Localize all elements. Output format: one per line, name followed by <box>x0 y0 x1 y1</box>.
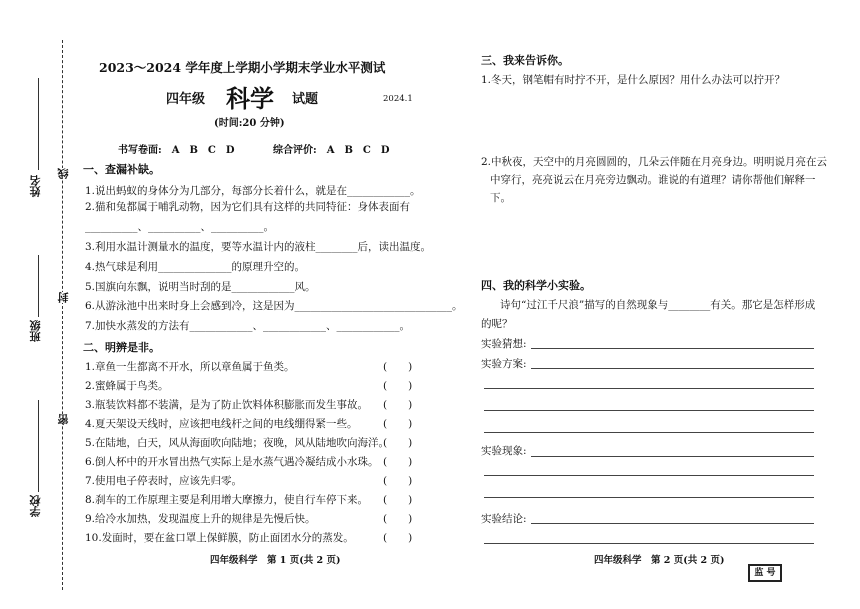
binding-dashed-line <box>62 40 63 590</box>
answer-paren-6[interactable]: ( ) <box>383 456 413 468</box>
experiment-phenomenon-label: 实验现象: <box>481 445 527 457</box>
phenomenon-answer-line-2[interactable] <box>484 475 814 476</box>
school-field-line <box>38 400 39 492</box>
handwriting-score: 书写卷面: A B C D <box>118 145 235 156</box>
fill-question-7: 7.加快水蒸发的方法有____________、____________、____________。 <box>85 320 411 332</box>
conclusion-answer-line-1[interactable] <box>531 523 814 524</box>
binding-secret-char: 密 <box>57 414 70 425</box>
phenomenon-answer-line-1[interactable] <box>531 456 814 457</box>
fill-question-5: 5.国旗向东飘，说明当时刮的是____________风。 <box>85 281 316 293</box>
page2-footer: 四年级科学 第 2 页(共 2 页) <box>594 555 725 566</box>
experiment-guess-label: 实验猜想: <box>481 338 527 350</box>
section-fill-heading: 一、查漏补缺。 <box>83 163 160 176</box>
judge-question-5: 5.在陆地，白天，风从海面吹向陆地；夜晚，风从陆地吹向海洋。 <box>85 437 390 449</box>
answer-paren-5[interactable]: ( ) <box>383 437 413 449</box>
fill-question-1: 1.说出蚂蚁的身体分为几部分，每部分长着什么，就是在____________。 <box>85 185 421 197</box>
fill-question-3: 3.利用水温计测量水的温度，要等水温计内的液柱________后，读出温度。 <box>85 241 432 253</box>
paper-label: 试题 <box>292 92 319 107</box>
fill-question-6: 6.从游泳池中出来时身上会感到冷，这是因为______________________________。 <box>85 300 463 312</box>
conclusion-answer-line-2[interactable] <box>484 543 814 544</box>
answer-paren-4[interactable]: ( ) <box>383 418 413 430</box>
answer-paren-7[interactable]: ( ) <box>383 475 413 487</box>
judge-question-8: 8.刹车的工作原理主要是利用增大摩擦力，使自行车停下来。 <box>85 494 369 506</box>
fill-question-4: 4.热气球是利用______________的原理升空的。 <box>85 261 306 273</box>
answer-paren-2[interactable]: ( ) <box>383 380 413 392</box>
answer-paren-3[interactable]: ( ) <box>383 399 413 411</box>
binding-seal-char: 封 <box>57 292 70 303</box>
plan-answer-line-4[interactable] <box>484 432 814 433</box>
fill-question-2-blanks: __________、__________、__________。 <box>85 221 274 233</box>
experiment-intro-line1: 诗句“过江千尺浪”描写的自然现象与________有关。那它是怎样形成 <box>500 299 816 311</box>
answer-paren-9[interactable]: ( ) <box>383 513 413 525</box>
judge-question-9: 9.给冷水加热，发现温度上升的规律是先慢后快。 <box>85 513 316 525</box>
plan-answer-line-2[interactable] <box>484 388 814 389</box>
fill-question-2: 2.猫和兔都属于哺乳动物，因为它们具有这样的共同特征：身体表面有 <box>85 201 411 213</box>
answer-paren-10[interactable]: ( ) <box>383 532 413 544</box>
name-label: 姓名 <box>29 175 42 197</box>
plan-answer-line-1[interactable] <box>531 368 814 369</box>
explain-question-1: 1.冬天，钢笔帽有时拧不开，是什么原因？用什么办法可以拧开？ <box>481 74 786 86</box>
experiment-plan-label: 实验方案: <box>481 358 527 370</box>
judge-question-2: 2.蜜蜂属于鸟类。 <box>85 380 169 392</box>
judge-question-7: 7.使用电子停表时，应该先归零。 <box>85 475 243 487</box>
subject-title: 科学 <box>226 84 274 113</box>
judge-question-6: 6.倒人杯中的开水冒出热气实际上是水蒸气遇冷凝结成小水珠。 <box>85 456 379 468</box>
exam-title: 2023～2024 学年度上学期小学期末学业水平测试 <box>99 60 386 75</box>
judge-question-1: 1.章鱼一生都离不开水，所以章鱼属于鱼类。 <box>85 361 295 373</box>
time-limit: (时间:20 分钟) <box>214 118 285 129</box>
exam-number-stamp: 监 号 <box>748 564 782 582</box>
section-judge-heading: 二、明辨是非。 <box>83 341 160 354</box>
phenomenon-answer-line-3[interactable] <box>484 497 814 498</box>
guess-answer-line[interactable] <box>531 348 814 349</box>
section-experiment-heading: 四、我的科学小实验。 <box>481 279 591 292</box>
overall-score: 综合评价: A B C D <box>273 145 390 156</box>
exam-date: 2024.1 <box>383 94 413 104</box>
experiment-intro-line2: 的呢？ <box>481 318 513 330</box>
name-field-line <box>38 78 39 170</box>
plan-answer-line-3[interactable] <box>484 410 814 411</box>
class-label: 班级 <box>29 320 42 342</box>
judge-question-3: 3.瓶装饮料都不装满，是为了防止饮料体积膨胀而发生事故。 <box>85 399 369 411</box>
school-label: 学校 <box>29 495 42 517</box>
experiment-conclusion-label: 实验结论: <box>481 513 527 525</box>
binding-line-char: 线 <box>57 168 70 179</box>
page1-footer: 四年级科学 第 1 页(共 2 页) <box>210 555 341 566</box>
answer-paren-1[interactable]: ( ) <box>383 361 413 373</box>
class-field-line <box>38 255 39 317</box>
grade-label: 四年级 <box>166 92 206 107</box>
section-explain-heading: 三、我来告诉你。 <box>481 54 569 67</box>
judge-question-10: 10.发面时，要在盆口罩上保鲜膜，防止面团水分的蒸发。 <box>85 532 354 544</box>
judge-question-4: 4.夏天架设天线时，应该把电线杆之间的电线绷得紧一些。 <box>85 418 358 430</box>
explain-question-2-line1: 2.中秋夜，天空中的月亮圆圆的，几朵云伴随在月亮身边。明明说月亮在云 <box>481 156 828 168</box>
answer-paren-8[interactable]: ( ) <box>383 494 413 506</box>
explain-question-2-line3: 下。 <box>490 192 511 204</box>
explain-question-2-line2: 中穿行，亮亮说云在月亮旁边飘动。谁说的有道理？请你帮他们解释一 <box>490 174 816 186</box>
